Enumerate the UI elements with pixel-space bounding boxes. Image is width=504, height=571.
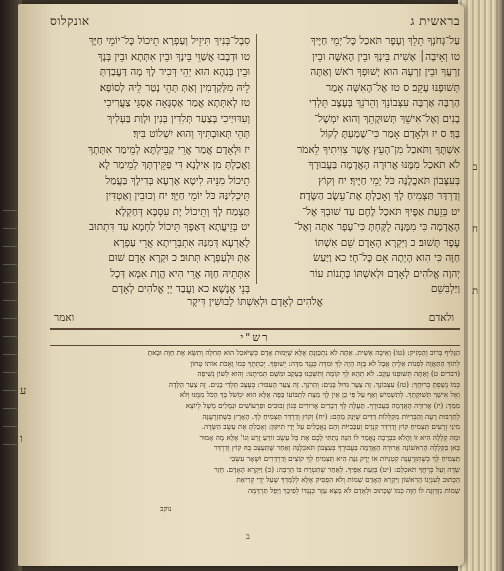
targum-line: תֵּיכְלִינַּהּ כֹּל יוֹמֵי חַיָּךְ׃ יח וְכוּבִין וְאַטְדִּין xyxy=(105,190,250,202)
targum-line: לֵיהּ מִלְּקַדְמִין וְאַתְּ תְּהֵי נָטַר לֵיהּ לְסוֹפָא׃ xyxy=(99,81,250,94)
text-block xyxy=(50,12,479,542)
main-line: חַוָּה כִּי הִוא הָיְתָה אֵם כָּל־חָי׃ כא וַיַּעַשׂ xyxy=(312,252,460,264)
margin-verse-letters xyxy=(466,160,484,346)
edge-fragment-mark: ע xyxy=(20,384,27,397)
rashi-line: תַּצְמִיחַ לָךְ כְּשֶׁתִּזְרָעֶנָּה קִטְנִיּוֹת אוֹ יֶרֶק גִּנָּה הִיא תַּצְמִיחַ לְךָ קוֹצִים וְדַרְדָּרִים וּשְׁאָר עִשְׂבֵי xyxy=(229,453,460,463)
targum-column xyxy=(54,34,250,298)
targum-line: וּבֵין בְּנַהָא הוּא יְהֵי דְּכִיר לָךְ מָה דַּעֲבַדְתְּ xyxy=(99,66,250,78)
rashi-rule xyxy=(50,345,460,346)
main-line: יְהוָה אֱלֹהִים לְאָדָם וּלְאִשְׁתּוֹ כָּתְנוֹת עוֹר xyxy=(309,267,460,280)
targum-line: וַאֲכַלְתְּ מִן אִילָנָא דִּי פַקֵּידְתָּךְ לְמֵימַר לָא xyxy=(98,159,250,171)
header-book-chapter: בראשית ג xyxy=(410,14,460,28)
rashi-catchword: נוקב xyxy=(160,504,172,513)
rashi-line: מִינֵי זְרָעִים תַּצְמִיחַ קוֹץ וְדַרְדַּר קִנְרֵס וְעַכָּבִיּוֹת וְהֵם נֶאֱכָלִים עַל יְדֵי תִיקּוּן: וְאָכַלְתָּ אֶת עֵשֶׂב הַשָּׂדֶה. xyxy=(201,422,460,432)
rashi-line: שָׂדֶה וְעַל כָּרְחֲךָ תֹאכְלֵם: (יט) בְּזֵעַת אַפֶּיךָ. לְאַחַר שֶׁתִּטְרַח בּוֹ הַרְבֵּה: (כ) וַיִּקְרָא הָאָדָם. חָזַר xyxy=(214,464,460,474)
main-line: וְדַרְדַּר תַּצְמִיחַ לָךְ וְאָכַלְתָּ אֶת־עֵשֶׂב הַשָּׂדֶה׃ xyxy=(299,190,460,202)
catchword-main: ולאדם xyxy=(428,312,454,324)
targum-line: סִבָל־בְּנִיךְ תִּיזֵיל וְעַפְרָא תֵיכוֹל כָּל־יוֹמֵי חַיָּךְ xyxy=(88,35,250,47)
margin-letter: ב xyxy=(472,162,478,173)
main-line: אִשְׁתֶּךָ וַתֹּאכַל מִן־הָעֵץ אֲשֶׁר צִוִּיתִיךָ לֵאמֹר xyxy=(297,143,460,156)
rashi-line: הַגְּלִיף בְּרוֹב וְהַמְזִיק: (טו) וְאֵיבָה אָשִׁית. אַתָּה לֹא נִתְכַּוַּנְתָּ אֶלָּא שֶׁיָּמוּת אָדָם כְּשֶׁיֹּאכַל הוּא תְּחִלָּה וְתִשָּׂא אֶת חַוָּה וּבָאתָ xyxy=(147,348,460,357)
rashi-line: כְּמוֹ נָשַׁפְתָּ בְרוּחֲךָ: (טז) עִצְּבוֹנֵךְ. זֶה צַעַר גִּדּוּל בָּנִים: וְהֵרֹנֵךְ. זֶה צַעַר הָעִבּוּר: בְּעֶצֶב תֵּלְדִי בָנִים. זֶה צַעַר הַלֵּדָה xyxy=(168,379,460,389)
rashi-line: וּמָה קְלָלָה הִיא זוֹ וַהֲלֹא בִּבְרָכָה נֶאֱמַר לוֹ הִנֵּה נָתַתִּי לָכֶם אֶת כָּל עֵשֶׂב זוֹרֵעַ זֶרַע וְגוֹ' אֶלָּא מָה אָמוּר xyxy=(199,432,460,442)
running-header xyxy=(50,14,460,32)
main-line: בָנִים וְאֶל־אִישֵׁךְ תְּשׁוּקָתֵךְ וְהוּא יִמְשָׁל־ xyxy=(314,112,460,125)
rashi-line: כָּאן בַּקְּלָלָה הָרִאשׁוֹנָה אֲרוּרָה הָאֲדָמָה בַּעֲבוּרֶךָ בְּעִצָּבוֹן תֹּאכְלֶנָּה וְאַחַר שֶׁתֵּעָצֵב בָּהּ קוֹץ וְדַרְדַּר xyxy=(213,443,460,453)
targum-line: תַּצְמַח לָךְ וְתֵיכוֹל יָת עִסְבָּא דְּחַקְלָא׃ xyxy=(115,205,250,218)
main-line: תְּשׁוּפֶנּוּ עָקֵב׃ ס טז אֶל־הָאִשָּׁה אָמַר xyxy=(326,81,460,94)
catchword-targum: ואמר xyxy=(54,312,75,324)
signature-mark: ב xyxy=(246,532,250,541)
rashi-line: (דברים ט) וְאַתָּה תְּשׁוּפֶנּוּ עָקֵב. לֹא תְהֵא לְךָ קוֹמָה וְתִשְּׁכֶנּוּ בָּעָקֵב וּמִשָּׁם תְּמִיתֶנּוּ: וְהוּא לְשׁוֹן נְשִׁיפָה xyxy=(197,369,460,379)
book-page xyxy=(18,4,479,566)
targum-line: בְּנֵי אֲנָשָׁא׃ כא וַעֲבַד יְיָ אֱלֹהִים לְאָדָם xyxy=(111,283,250,295)
rashi-line: לְתַרְבּוּת רָעָה וְהַבְּרִיּוֹת מְקַלְּלוֹת דַּדִּים שֶׁיָּנַק מֵהֶם: (יח) וְקוֹץ וְדַרְדַּר תַּצְמִיחַ לָךְ. הָאָרֶץ כְּשֶׁתִּזְרָעֶנָּה xyxy=(202,411,460,421)
main-line: עָפָר תָּשׁוּב׃ כ וַיִּקְרָא הָאָדָם שֵׁם אִשְׁתּוֹ xyxy=(314,236,460,249)
targum-line: לְאַרְעָא דְּמִנַּהּ אִתְבְּרֵיתָא אֲרֵי עַפְרָא xyxy=(113,236,250,249)
rashi-line: מִמֵּךְ: (יז) אֲרוּרָה הָאֲדָמָה בַּעֲבוּרֶךָ. תַּעֲלֶה לְךָ דְבָרִים אֲרוּרִים כְּגוֹן זְבוּבִים וּפַרְעוֹשִׁים וּנְמָלִים מָשָׁל לְיוֹצֵא xyxy=(185,400,460,410)
rashi-heading: רש"י xyxy=(240,331,270,344)
main-line: יט בְּזֵעַת אַפֶּיךָ תֹּאכַל לֶחֶם עַד שׁוּבְךָ אֶל־ xyxy=(302,205,460,218)
edge-fragment-mark: ו xyxy=(20,432,23,445)
rashi-line: וְאֶל אִישֵׁךְ תְּשׁוּקָתֵךְ. לְתַשְׁמִישׁ וְאַף עַל פִּי כֵן אֵין לָךְ מֵצַח לִתְבּוֹעוֹ בַּפֶּה אֶלָּא הוּא יִמְשֹׁל בָּךְ הַכֹּל מִמֶּנּוּ וְלֹא xyxy=(179,390,460,400)
main-line: הָאֲדָמָה כִּי מִמֶּנָּה לֻקָּחְתָּ כִּי־עָפָר אַתָּה וְאֶל־ xyxy=(293,221,460,233)
targum-line: יט בְּזֵיעֲתָא דְּאַפָּךְ תֵּיכוֹל לַחְמָא עַד דִּתְתוּב xyxy=(89,221,250,233)
column-divider xyxy=(256,34,257,284)
margin-letter: ת xyxy=(471,286,479,297)
main-line: בָּךְ׃ ס יז וּלְאָדָם אָמַר כִּי־שָׁמַעְתָּ לְקוֹל xyxy=(320,128,460,140)
targum-line: וְעִדּוּיַיכִי בְּצַעַר תְּלִדִין בְּנִין וּלְוַת בַּעְלִיךְ xyxy=(107,112,250,125)
margin-letter: ח xyxy=(472,224,478,235)
main-line: טו וְאֵיבָה׀ אָשִׁית בֵּינְךָ וּבֵין הָאִשָּׁה וּבֵין xyxy=(312,50,460,63)
main-line: בְּעִצָּבוֹן תֹּאכֲלֶנָּה כֹּל יְמֵי חַיֶּיךָ׃ יח וְקוֹץ xyxy=(318,174,460,187)
targum-line: תֵיכוֹל מִנֵּיהּ לִיטָא אַרְעָא בְּדִילָךְ בַּעֲמַל xyxy=(105,174,250,187)
main-text-column xyxy=(264,34,460,298)
section-rule xyxy=(50,328,460,330)
bottom-main-line: אֱלֹהִים לְאָדָם וּלְאִשְׁתּוֹ לְבוּשִׁין דִּיקָר xyxy=(187,296,323,308)
main-line: וַיַּלְבִּשֵׁם xyxy=(430,283,460,295)
rashi-commentary xyxy=(50,348,460,496)
targum-line: יז וּלְאָדָם אֲמַר אֲרֵי קַבֵּילְתָּא לְמֵימַר אִתְּתָךְ xyxy=(88,143,250,156)
main-line: זַרְעֲךָ וּבֵין זַרְעָהּ הוּא יְשׁוּפְךָ רֹאשׁ וְאַתָּה xyxy=(310,66,460,78)
targum-line: תְּהֵי תְּאוּבְתִּיךְ וְהוּא יִשְׁלוֹט בִּיךְ׃ xyxy=(133,128,250,140)
targum-line: טו וּדְבָבוּ אֲשַׁוֵּי בֵּינָךְ וּבֵין אִתְּתָא וּבֵין בְּנָךְ xyxy=(97,50,250,63)
targum-line: טז לְאִתְּתָא אֲמַר אַסְגָּאָה אַסְגֵּי צַעֲרִיכִי xyxy=(103,97,250,109)
targum-line: אִתְּתֵיהּ חַוָּה אֲרֵי הִיא הֲוָת אִמָּא דְּכָל xyxy=(110,267,250,280)
main-line: עַל־גְּחֹנְךָ תֵלֵךְ וְעָפָר תֹּאכַל כָּל־יְמֵי חַיֶּיךָ xyxy=(310,35,460,47)
main-line: לֹא תֹאכַל מִמֶּנּוּ אֲרוּרָה הָאֲדָמָה בַּעֲבוּרֶךָ xyxy=(308,159,460,171)
rashi-line: שֵׁמוֹת נִזְדַּוְּגָה לוֹ חַוָּה כְּמוֹ שֶׁכָּתוּב וּלְאָדָם לֹא מָצָא עֵזֶר כְּנֶגְדּוֹ לְפִיכָךְ וַיַּפֵּל תַּרְדֵּמָה xyxy=(247,485,460,495)
targum-line: אַתְּ וּלְעַפְרָא תְּתוּב׃ כ וּקְרָא אָדָם שׁוּם xyxy=(108,252,250,264)
rashi-line: לְתוֹךְ הַתַּאֲוָה לִפְנוֹת אֵלֶיהָ אֲבָל לֹא בָּזֶה הָיָה לְךָ וּמִדָּה כְּנֶגֶד מִדָּה: יְשׁוּפְךָ. יְכַתְּתֶךָ כְּמוֹ וָאֶכֹּת אוֹתוֹ טָחוֹן xyxy=(190,358,460,368)
header-targum-title: אונקלוס xyxy=(50,14,90,28)
main-line: הַרְבָּה אַרְבֶּה עִצְּבוֹנֵךְ וְהֵרֹנֵךְ בְּעֶצֶב תֵּלְדִי xyxy=(309,97,460,109)
rashi-line: הַכָּתוּב לְעִנְיָנוֹ הָרִאשׁוֹן וַיִּקְרָא הָאָדָם שֵׁמוֹת וְלֹא הִפְסִיק אֶלָּא לְלַמֶּדְךָ שֶׁעַל יְדֵי קְרִיאַת xyxy=(236,475,460,485)
